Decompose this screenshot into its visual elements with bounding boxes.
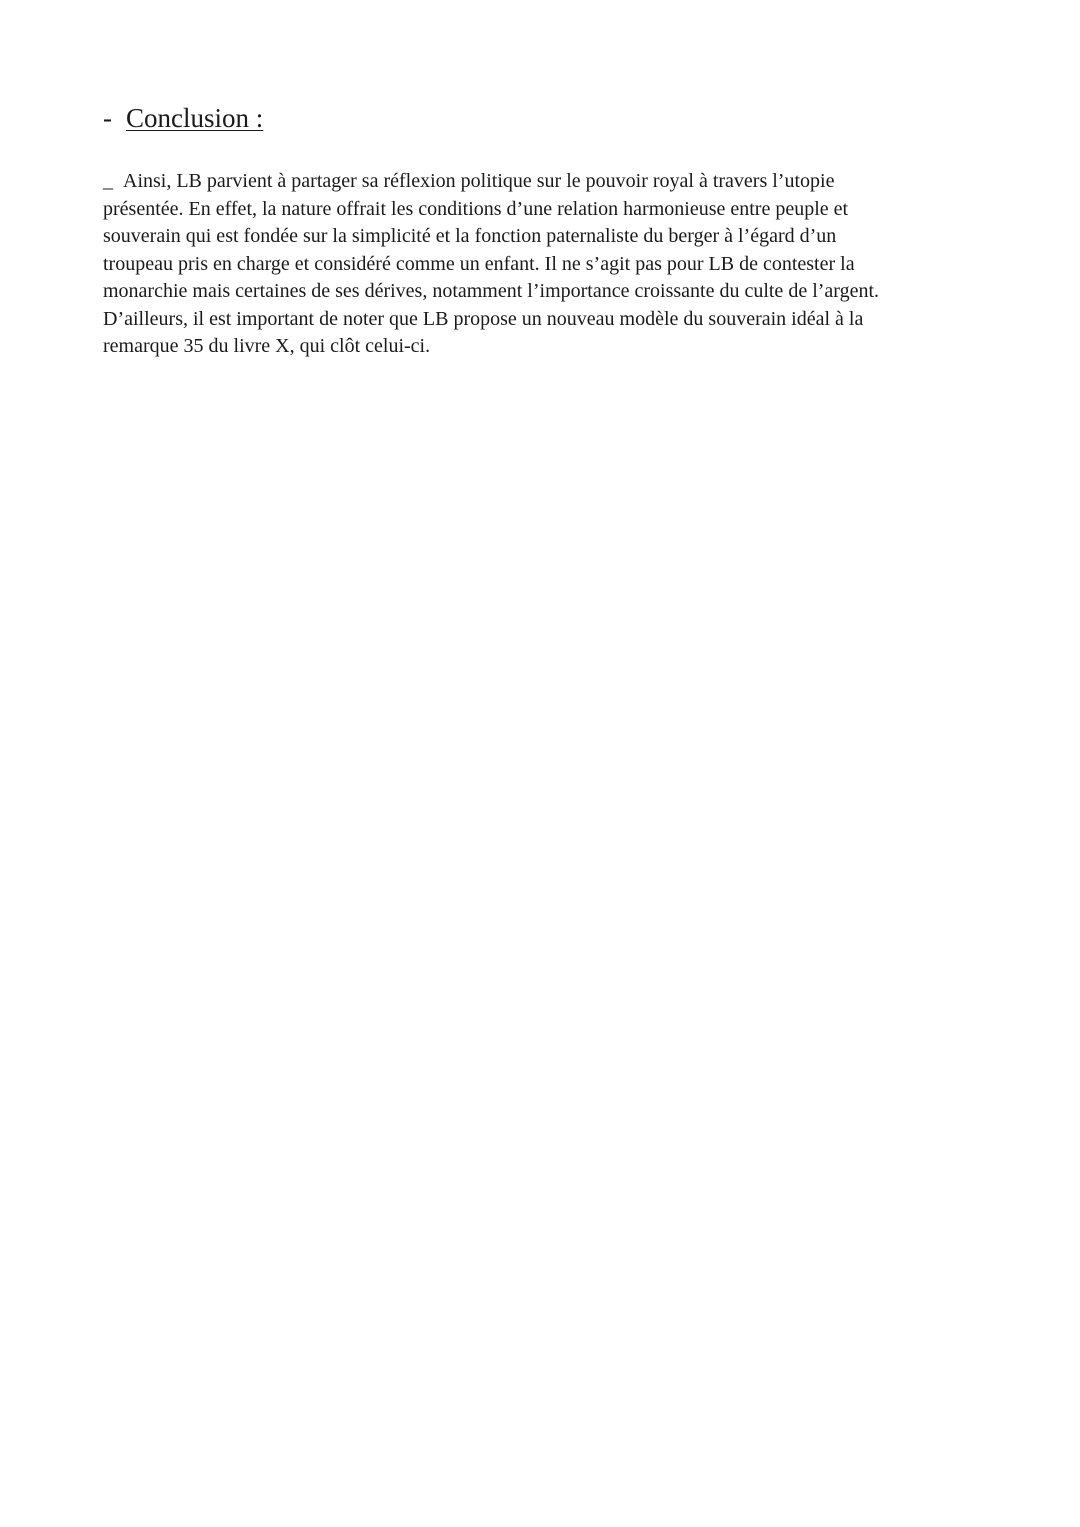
paragraph-line: troupeau pris en charge et considéré comme un enfant. Il ne s’agit pas pour LB de contester la [103,252,855,275]
paragraph-line: monarchie mais certaines de ses dérives, notamment l’importance croissante du culte de l’argent. [103,280,880,302]
paragraph-line: D’ailleurs, il est important de noter que LB propose un nouveau modèle du souverain idéal à la [103,307,864,330]
heading-dash: - [103,103,112,133]
paragraph-line: souverain qui est fondée sur la simplicité et la fonction paternaliste du berger à l’égard d’un [103,225,837,247]
paragraph-line: présentée. En effet, la nature offrait les conditions d’une relation harmonieuse entre peuple et [103,197,849,220]
conclusion-paragraph [103,168,983,361]
section-heading [103,100,263,136]
heading-title: Conclusion : [126,103,264,133]
paragraph-line [103,168,983,196]
paragraph-marker: _ [103,170,113,192]
paragraph-line: remarque 35 du livre X, qui clôt celui-ci. [103,335,431,357]
paragraph-line-text: Ainsi, LB parvient à partager sa réflexion politique sur le pouvoir royal à travers l’utopie [123,170,835,192]
